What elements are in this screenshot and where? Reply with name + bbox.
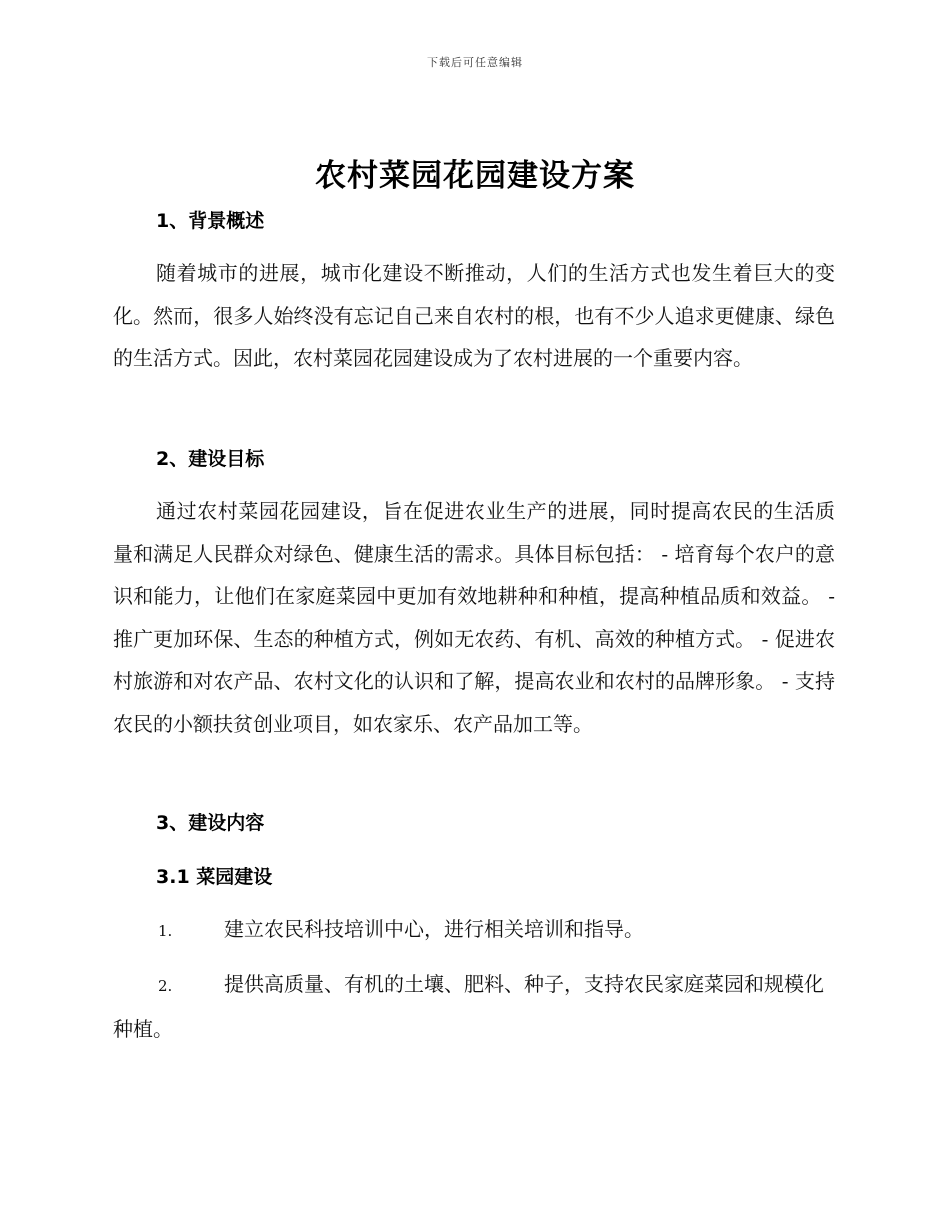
document-title: 农村菜园花园建设方案 bbox=[315, 158, 635, 194]
paragraph-goals: 通过农村菜园花园建设，旨在促进农业生产的进展，同时提高农民的生活质量和满足人民群众对绿色、健康生活的需求。具体目标包括： - 培育每个农户的意识和能力，让他们在家庭菜园中更加有效地耕种和种植，提高种植品质和效益。 - 推广更加环保、生态的种植方式，例如无农药、有机、高效的种植方式。 - 促进农村旅游和对农产品、农村文化的认识和了解，提高农业和农村的品牌形象。 - 支持农民的小额扶贫创业项目，如农家乐、农产品加工等。 bbox=[113, 499, 835, 736]
list-item bbox=[113, 908, 835, 953]
list-item-number: 1. bbox=[158, 922, 173, 940]
paragraph-background: 随着城市的进展，城市化建设不断推动，人们的生活方式也发生着巨大的变化。然而，很多人始终没有忘记自己来自农村的根，也有不少人追求更健康、绿色的生活方式。因此，农村菜园花园建设成为了农村进展的一个重要内容。 bbox=[113, 261, 835, 370]
list-item-number: 2. bbox=[158, 977, 173, 995]
list-item-text: 建立农民科技培训中心，进行相关培训和指导。 bbox=[224, 917, 644, 941]
subsection-heading-vegetable-garden: 3.1 菜园建设 bbox=[156, 866, 273, 888]
page-header-note: 下载后可任意编辑 bbox=[427, 56, 523, 69]
list-item-text: 提供高质量、有机的土壤、肥料、种子，支持农民家庭菜园和规模化种植。 bbox=[113, 972, 824, 1041]
section-heading-goals: 2、建设目标 bbox=[156, 448, 265, 470]
list-item bbox=[113, 963, 835, 1050]
section-heading-background: 1、背景概述 bbox=[156, 210, 265, 232]
section-heading-content: 3、建设内容 bbox=[156, 812, 265, 834]
